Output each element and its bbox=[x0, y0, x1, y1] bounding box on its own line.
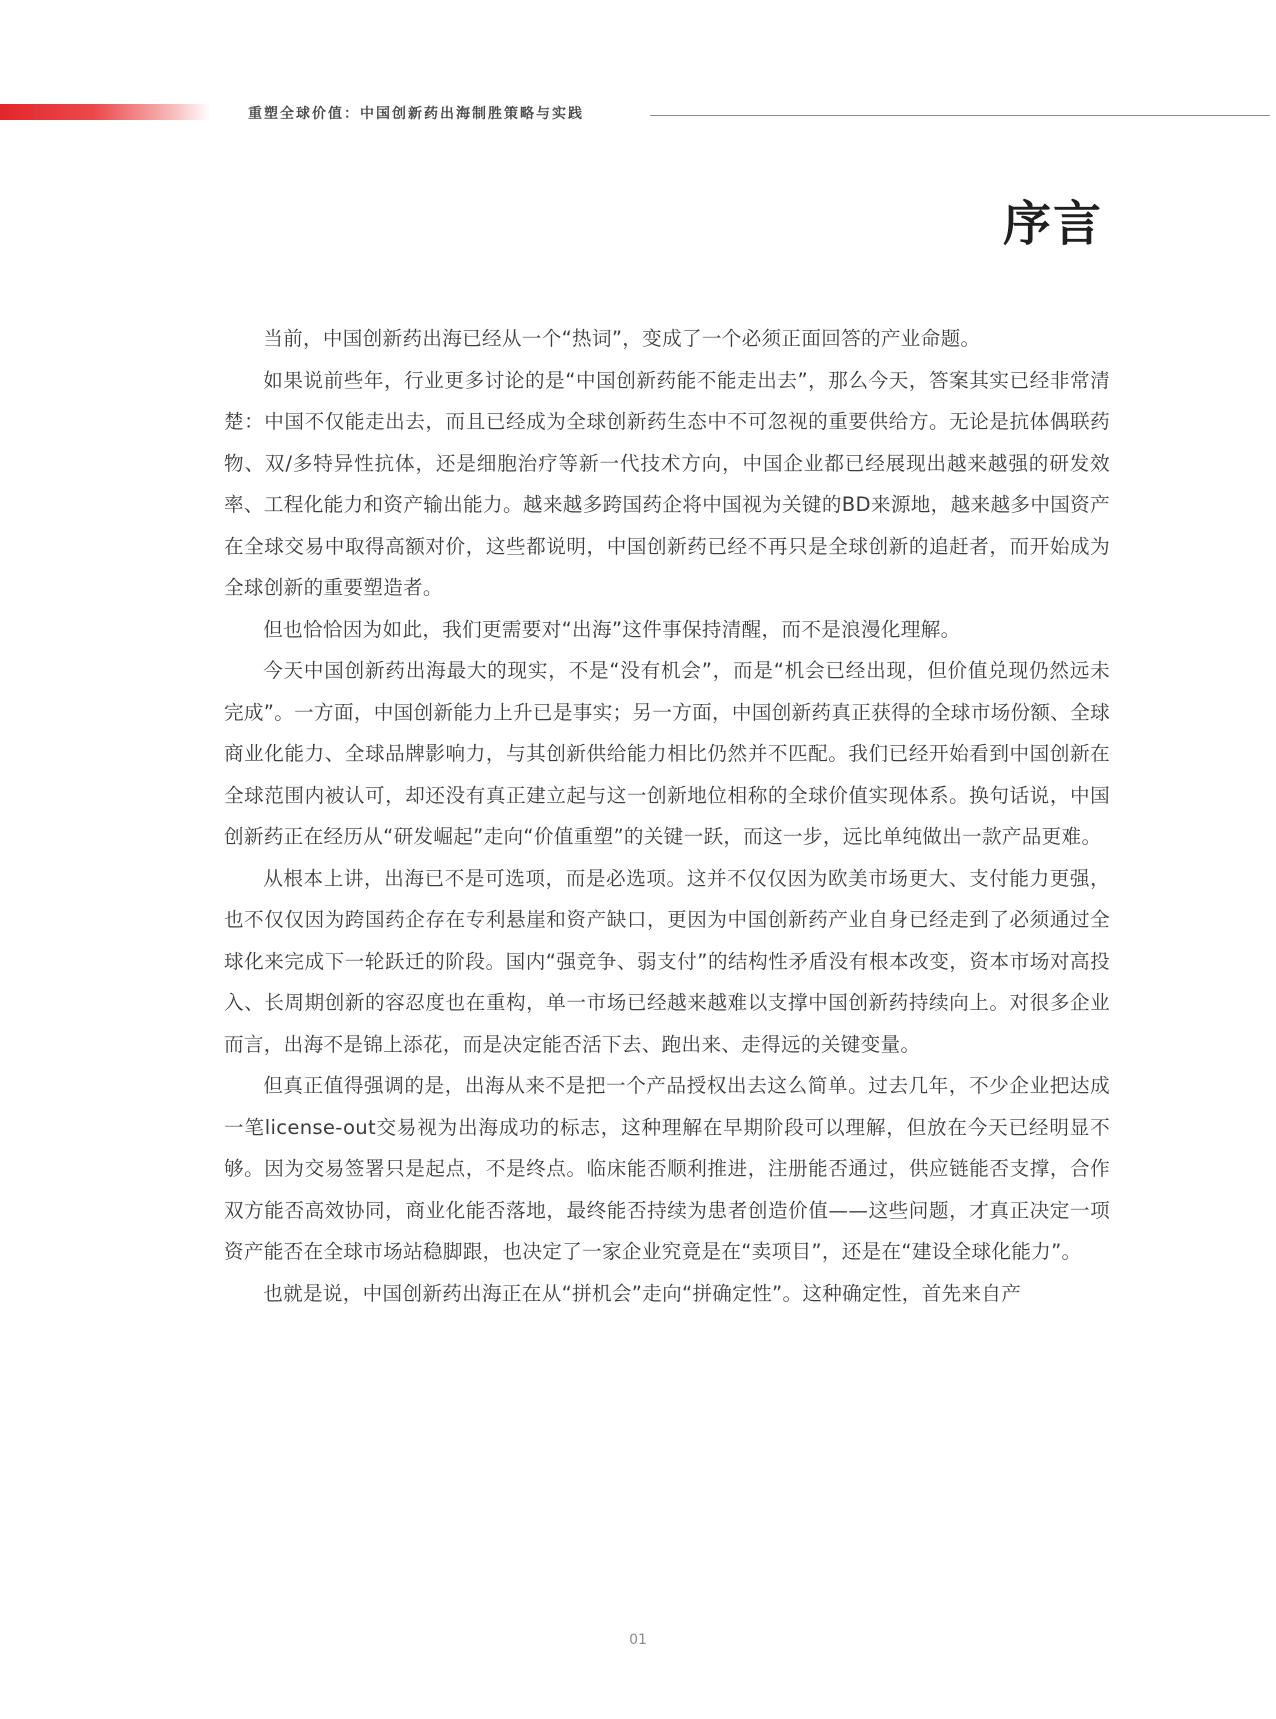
header-divider-line bbox=[650, 115, 1270, 116]
page-number: 01 bbox=[629, 1632, 647, 1648]
header-accent-bar bbox=[0, 104, 210, 120]
paragraph: 也就是说，中国创新药出海正在从“拼机会”走向“拼确定性”。这种确定性，首先来自产 bbox=[263, 1281, 1022, 1305]
section-title: 序言 bbox=[1002, 196, 1103, 252]
running-header-title: 重塑全球价值：中国创新药出海制胜策略与实践 bbox=[248, 106, 584, 122]
paragraph: 但真正值得强调的是，出海从来不是把一个产品授权出去这么简单。过去几年，不少企业把达成一笔license-out交易视为出海成功的标志，这种理解在早期阶段可以理解，但放在今天已经明显不够。因为交易签署只是起点，不是终点。临床能否顺利推进，注册能否通过，供应链能否支撑，合作双方能否高效协同，商业化能否落地，最终能否持续为患者创造价值——这些问题，才真正决定一项资产能否在全球市场站稳脚跟，也决定了一家企业究竟是在“卖项目”，还是在“建设全球化能力”。 bbox=[224, 1074, 1110, 1263]
paragraph: 如果说前些年，行业更多讨论的是“中国创新药能不能走出去”，那么今天，答案其实已经非常清楚：中国不仅能走出去，而且已经成为全球创新药生态中不可忽视的重要供给方。无论是抗体偶联药物、双/多特异性抗体，还是细胞治疗等新一代技术方向，中国企业都已经展现出越来越强的研发效率、工程化能力和资产输出能力。越来越多跨国药企将中国视为关键的BD来源地，越来越多中国资产在全球交易中取得高额对价，这些都说明，中国创新药已经不再只是全球创新的追赶者，而开始成为全球创新的重要塑造者。 bbox=[224, 368, 1110, 599]
paragraph: 今天中国创新药出海最大的现实，不是“没有机会”，而是“机会已经出现，但价值兑现仍然远未完成”。一方面，中国创新能力上升已是事实；另一方面，中国创新药真正获得的全球市场份额、全球商业化能力、全球品牌影响力，与其创新供给能力相比仍然并不匹配。我们已经开始看到中国创新在全球范围内被认可，却还没有真正建立起与这一创新地位相称的全球价值实现体系。换句话说，中国创新药正在经历从“研发崛起”走向“价值重塑”的关键一跃，而这一步，远比单纯做出一款产品更难。 bbox=[224, 659, 1110, 848]
paragraph: 当前，中国创新药出海已经从一个“热词”，变成了一个必须正面回答的产业命题。 bbox=[263, 327, 981, 350]
body-text bbox=[224, 318, 1110, 1314]
paragraph: 但也恰恰因为如此，我们更需要对“出海”这件事保持清醒，而不是浪漫化理解。 bbox=[263, 617, 961, 641]
paragraph: 从根本上讲，出海已不是可选项，而是必选项。这并不仅仅因为欧美市场更大、支付能力更强，也不仅仅因为跨国药企存在专利悬崖和资产缺口，更因为中国创新药产业自身已经走到了必须通过全球化来完成下一轮跃迁的阶段。国内“强竞争、弱支付”的结构性矛盾没有根本改变，资本市场对高投入、长周期创新的容忍度也在重构，单一市场已经越来越难以支撑中国创新药持续向上。对很多企业而言，出海不是锦上添花，而是决定能否活下去、跑出来、走得远的关键变量。 bbox=[224, 866, 1110, 1056]
